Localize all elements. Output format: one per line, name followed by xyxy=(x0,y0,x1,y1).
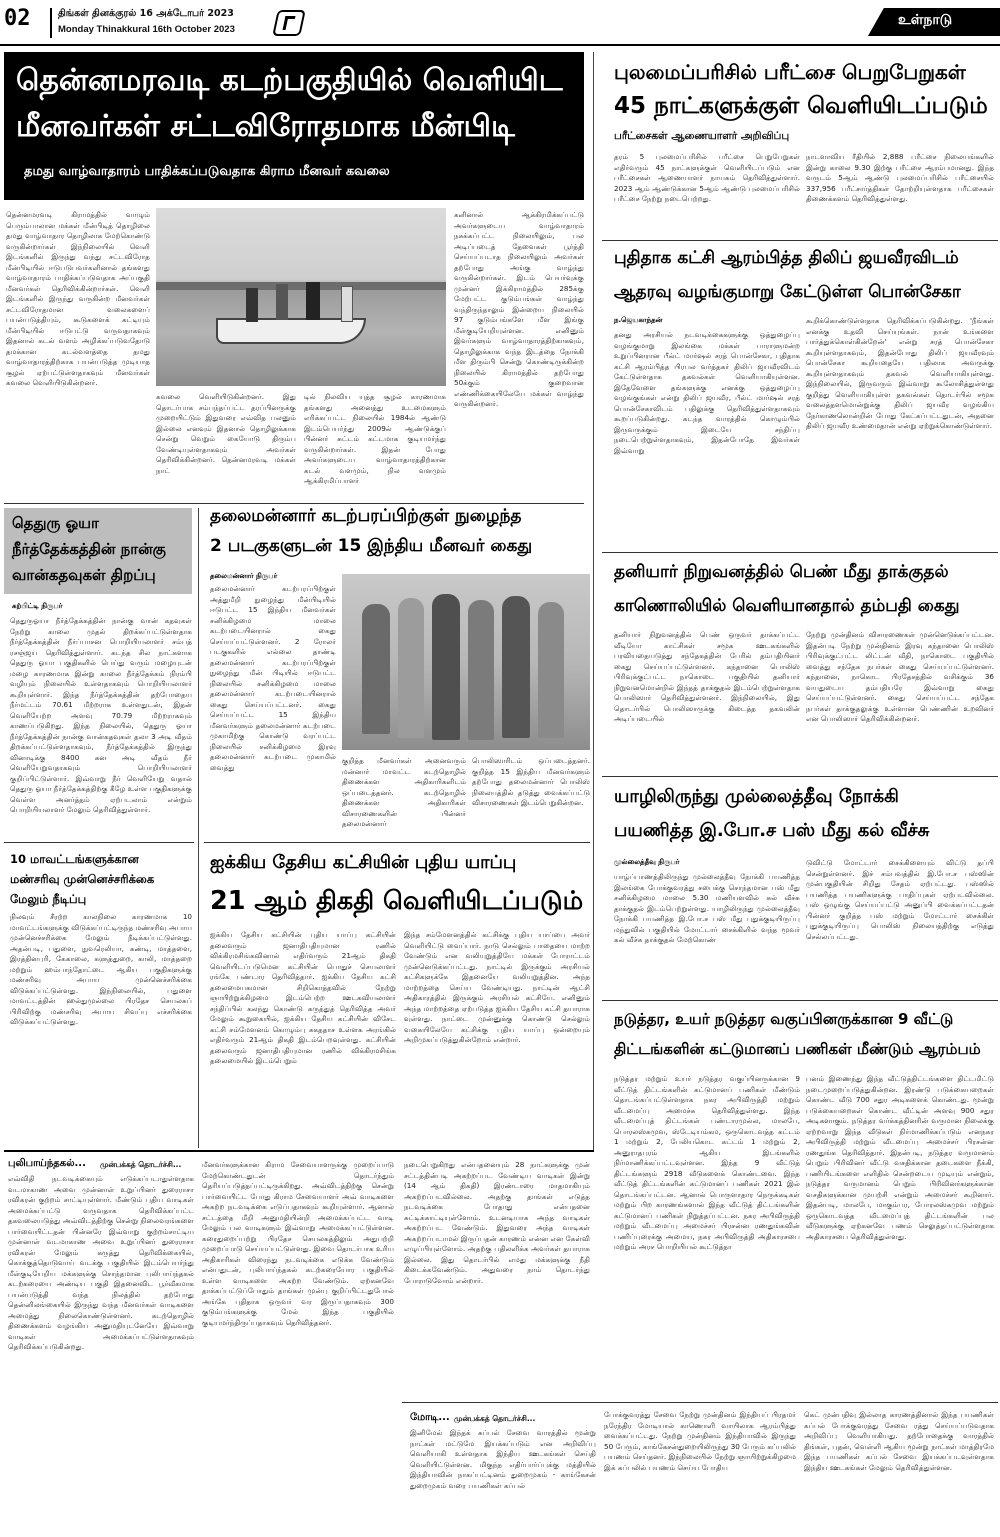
fonseka-byline: ந.ஜெயகாந்தன் xyxy=(614,316,663,324)
pulipaithal-body-col3: நடைபெறுகிறது என்பதனையும் 28 நாட்களுக்கு முன் சட்டத்தின்படி அகற்றப்பட வேண்டிய வாடிகள் இன்று (14 ஆம் திகதி) இரண்டாரை மாதமாகியும் அகற்றப்படவில்லை. அதற்கு தாங்கள் எடுத்த நடவடிக்கை போதாது என்பதனை சுட்டிக்காட்டியுள்ளோம். உடனடியாக அந்த வாடிகள் அகற்றப்பட வேண்டும். இதுவரை அந்த வாடிகள் அகற்றப்படாமல் இருப்பதன் காரணம் என்ன என கேள்வி எழுப்பியுள்ளோம். அதற்கு பதிலளிக்க அவர்கள் தயாராக இல்லை. இது தொடர்பில் எமது மக்களுக்கு நீதி கிடைக்கவேண்டும். அதுவரை நாம் தொடர்ந்து போராடுவோம் என்றார். xyxy=(404,1160,590,1285)
unp-headline-line1: ஐக்கிய தேசிய கட்சியின் புதிய யாப்பு xyxy=(210,852,517,873)
scholarship-body-col2: நாடளாவிய ரீதியில் 2,888 பரீட்சை நிலையங்களில் இன்று காலை 9.30 இற்கு பரீட்சை ஆரம்பமானது. இந்த வருடம் 5ஆம் ஆண்டு புலமைப்பரிசில் பரீட்சையில் 337,956 பரீட்சார்த்திகள் தோற்றியுள்ளதாக பரீட்சைகள் திணைக்களம் தெரிவித்துள்ளது. xyxy=(806,152,994,203)
bus-body-col2: டுவிட்டு மோட்டார் சைக்கிளையும் விட்டு தப்பி சென்றுள்ளனர். இச் சம்பவத்தில் இ.போ.ச பஸ்ஸின் முன்பகுதியின் சிறிது சேதம் ஏற்பட்டது. பஸ்ஸில் பயணித்த பயணிகளுக்கு பாதிப்புகள் ஏற்படவில்லை. பஸ் ஒழுங்கு செய்யப்பட்டு அனுப்பி வைக்கப்பட்டதன் பின்னர் குறித்த பஸ் மற்றும் மோட்டார் சைக்கிள் புதுக்குடியிருப்பு பொலிஸ் நிலையத்திற்கு எடுத்து செல்லப்பட்டது. xyxy=(806,858,994,941)
lead-body-col2: கவலை வெளியிடுகின்றனர். இது தொடர்பாக சம்பந்தப்பட்ட தரப்பினருக்கு முறையிட்டும் இதுவரை எவ்வித பலனும் இல்லை எனவும் இதனால் தொழிலுக்காக சென்று வெறும் கையோடு திரும்ப வேண்டியுள்ளதாகவும் அவர்கள் தெரிவிக்கின்றனர். தென்னமரவடி மக்கள் நாட் xyxy=(156,392,296,475)
talaimannar-body-col1: தலைமன்னார் கடற்பரப்பிற்குள் அத்துமீறி நுழைந்து மீன்பிடியில் ஈடுபட்ட 15 இந்திய மீனவர்கள் சனிக்கிழமை மாலை கடற்படையினரால் கைது செய்யப்பட்டுள்ளனர். 2 ரோலர் படகுகளில் எல்லை தாண்டி தலைமன்னார் கடற்பரப்பிற்குள் நுழைந்து மீன் பிடியில் ஈடுபட்ட நிலையில் சனிக்கிழமை மாலை தலைமன்னார் கடற்படையினரால் கைது செய்யப்பட்டனர். கைது செய்யப்பட்ட 15 இந்திய மீனவர்களும் தலைமன்னார் கடற்படை முகாமிற்கு கொண்டு வரப்பட்ட நிலையில் சனிக்கிழமை இரவு தலைமன்னார் கடற்படை முகாமில் வைத்து xyxy=(210,584,336,772)
pulipaithal-body-col2: மீனவர்களுக்கான கிராம சேவையாளருக்கு முறைப்பாடு மேற்கொண்டதுடன் தொடர்ந்தும் தெரியப்படுத்தப்பட்டிருக்கிறது. அவ்விடத்திற்கு சென்று பார்வையிட்ட போது கிராம சேவையாளர் அவ் வாடிகளை அகற்ற நடவடிக்கை எடுப்பதாகவும் கூறியுள்ளார். ஆனால் சட்டத்தை மீறி அனுமதியின்றி அமைக்கப்பட்ட வாடி மேலும் பல வாடிகளும் இவ்வாறு அமைக்கப்பட்டுள்ளன. கரைதுறைப்பற்று பிரதேச செயலகத்திலும் அதுபற்றி முறைப்பாடு செய்யப்பட்டுள்ளது. இவை தொடர்பாக உரிய அதிகாரிகள் விரைந்து நடவடிக்கை எடுக்க வேண்டும் என்பதுடன், புலிபாய்ந்தகல் கடற்கரையோர பகுதியில் உள்ள வாடிகளை அகற்ற வேண்டும். ஏற்கனவே தாக்கப்பட்டுப்போதும் தாங்கள் முன்பு குறிப்பிட்டதுபோல் அங்கே புதிதாக ஒருவர் வர இருப்பதாகவும் 300 குடும்பங்களுக்கு மேல் இந்த பகுதியில் குடியமர்ந்திருப்பதாகவும் தெரிவித்தனர். xyxy=(202,1160,394,1327)
scholarship-headline-line1: புலமைப்பரிசில் பரீட்சை பெறுபேறுகள் xyxy=(614,60,966,84)
talaimannar-headline-line2: 2 படகுகளுடன் 15 இந்திய மீனவர் கைது xyxy=(210,536,533,556)
fonseka-body-col1: தனது அரசியல் நடவடிக்கைகளுக்கு ஒத்துழைப்பு வழங்குமாறு இலங்கை மக்கள் பாராளுமன்ற உறுப்பினரான பீல்ட் மார்ஷல் சரத் பொன்சேகா, புதிதாக கட்சி ஆரம்பித்த பிரபல வர்த்தகர் திலிப் ஜயவீரவிடம் கேட்டுள்ளதாக தகவல்கள் வெளியாகியுள்ளன. இதேவேளை தங்களுக்கு எனக்கு ஒத்துழைப்பு வழங்குங்கள் என்று திலிப் ஜயவீர, பீல்ட் மார்ஷல் சரத் பொன்சேகாவிடம் பதிலுக்கு தெரிவித்துள்ளதாகவும் கூறப்படுகின்றது. கடந்த வாரத்தில் கொழும்பில் இருவருக்கும் இடையே சந்திப்பு நடைபெற்றுள்ளதாகவும், இதன்போதே இவர்கள் இவ்வாறு xyxy=(614,330,800,455)
landslide-headline-line1: 10 மாவட்டங்களுக்கான xyxy=(10,852,139,866)
modi-body-col3: கெட் முன்பதிவு இல்லாத காரணத்தினால் இந்த பயணிகள் கப்பல் போக்குவரத்து சேவை ரத்து செய்யப்படுவதாக அறிவிப்பு வெளியாகியது. தற்போதைக்கு வாரத்தில் திங்கள், புதன், வெள்ளி ஆகிய மூன்று நாட்கள் மாத்திரமே இந்த பயணிகள் கப்பல் சேவை இயக்கப்படவுள்ளதாக இந்திய ஊடகங்கள் மேலும் தெரிவித்துள்ளன. xyxy=(804,1410,994,1472)
bus-byline: முல்லைத்தீவு நிருபர் xyxy=(614,858,680,866)
fonseka-headline-line2: ஆதரவு வழங்குமாறு கேட்டுள்ள பொன்சேகா xyxy=(614,282,961,302)
page-number: 02 xyxy=(4,6,31,31)
modi-body-col2: போக்குவரத்து சேவை நேற்று முன்தினம் இந்தியப் பிரதமர் நரேந்திர மோடியால் காணொளி வாயிலாக ஆரம்பித்து வைக்கப்பட்டது. நேற்று முன்தினம் இந்தியாவில் இருந்து 50 பேரும், காங்கேசன்துறையிலிருந்து 30 பேரும் கப்பலில் பயணம் செய்தனர். இந்நிலையில் நேற்று ஞாயிற்றுக்கிழமை இக் கப்பலில் பயணம் செய்ய போதிய xyxy=(604,1410,796,1472)
pulipaithal-continued: முன்பக்கத் தொடர்ச்சி... xyxy=(100,1160,182,1169)
scholarship-body-col1: தரம் 5 புலமைப்பரிசில் பரீட்சை பெறுபேறுகள் எதிர்வரும் 45 நாட்களுக்குள் வெளியிடப்படும் என பரீட்சைகள் ஆணையாளர் நாயகம் தெரிவித்துள்ளார். 2023 ஆம் ஆண்டுக்கான 5ஆம் ஆண்டு புலமைப்பரிசில் பரீட்சை நேற்று நடைபெற்றது. xyxy=(614,152,800,203)
talaimannar-byline: தலைமன்னார் நிருபர் xyxy=(210,572,278,580)
scholarship-subheadline: பரீட்சைகள் ஆணையாளர் அறிவிப்பு xyxy=(614,130,790,142)
bus-body-col1: யாழ்ப்பாணத்திலிருந்து முல்லைத்தீவு நோக்கி பயணித்த இலங்கை போக்குவரத்து சபைக்கு சொந்தமான பஸ் மீது சனிக்கிழமை மாலை 5.30 மணியளவில் கல் வீச்சு தாக்குதல் இடம்பெற்றுள்ளது. யாழிலிருந்து முல்லைத்தீவு நோக்கி பயணித்த இ.போ.ச பஸ் மீது புதுக்குடியிருப்பு மந்துவில் பகுதியில் மோட்டார் சைக்கிளில் வந்த மூவர் கல் வீச்சு தாக்குதல் மேற்கொண் xyxy=(614,872,800,944)
reservoir-byline: கற்பிட்டி நிருபர் xyxy=(12,602,63,610)
reservoir-headline-line1: தெதுரு ஓயா xyxy=(12,514,99,532)
pulipaithal-heading: புலிபாய்ந்தகல்... xyxy=(8,1158,86,1169)
lead-body-col1: தென்னமரவடி கிராமத்தில் வாழும் பெரும்பாலான மக்கள் மீன்பிடித் தொழிலை தமது வாழ்வாதார தொழிலாக மேற்கொண்டு வருகின்றார்கள் இந்நிலையில் வெளி இடங்களில் இருந்து வந்து சட்டவிரோத மீன்பிடியில் ஈடுபடுபவர்களினால் தங்களது வாழ்வாதாரம் பாதிக்கப்படுவதாக அப்பகுதி மீனவர்கள் தெரிவிக்கின்றார்கள். வெளி இடங்களில் இருந்து வருகின்ற மீனவர்கள் சட்டவிரோதமான வலைகளைப் பயன்படுத்தியும், கூடுகளைக் கட்டியும் மீன்பிடியில் ஈடுபட்டு வருவதாகவும் இதனால் கடல் வளம் அழிக்கப்படுவதோடு தமக்கான கடல்வளத்தை தமது வாழ்வாதாரத்திற்காக பயன்படுத்த முடியாத சூழல் ஏற்பட்டுள்ளதாகவும் மீனவர்கள் கவலை வெளியிடுகின்றனர். xyxy=(6,210,150,387)
landslide-headline-line2: மண்சரிவு முன்னெச்சரிக்கை xyxy=(10,872,155,886)
assault-body-col1: தனியார் நிறுவனத்தில் பெண் ஒருவர் தாக்கப்பட்ட வீடியோ காட்சிகள் சமூக ஊடகங்களில் பரவியதையடுத்து சந்தேகத்தின் பேரில் தம்பதியினர் கைது செய்யப்பட்டுள்ளனர். கந்தானை பொலிஸ் பிரிவுக்குட்பட்ட நாகொடை பகுதியில் தனியார் நிறுவனமொன்றில் இந்தத் தாக்குதல் இடம்பெற்றுள்ளதாக பொலிஸார் தெரிவித்துள்ளனர். இந்நிலையில், இது தொடர்பில் பொலிஸாருக்கு கிடைத்த தகவலின் அடிப்படையில் xyxy=(614,630,800,723)
unp-body-col1: ஐக்கிய தேசிய கட்சியின் புதிய யாப்பு கட்சியின் தலைவரும் ஜனாதிபதியுமான ரணில் விக்கிரமசிங்கவினால் எதிர்வரும் 21ஆம் திகதி வெளியிடப்படுமென கட்சியின் பொதுச் செயலாளர் ரங்கே பண்டார தெரிவித்தார். ஐக்கிய தேசிய கட்சி தலைமையகமான சிறிகொத்தவில் நேற்று ஞாயிற்றுக்கிழமை இடம்பெற்ற ஊடகவியலாளர் சந்திப்பில் கலந்து கொண்டு கருத்துத் தெரிவித்த அவர் மேலும் கூறுகையில், ஐக்கிய தேசிய கட்சியின் விசேட கட்சி சம்மேளனம் கொழும்பு சுகததாச உள்ளக அரங்கில் எதிர்வரும் 21ஆம் திகதி இடம்பெறவுள்ளது. கட்சியின் தலைவரும் ஜனாதிபதியுமான ரணில் விக்கிரமசிங்க தலைமையில் இடம்பெறும் xyxy=(210,930,396,1065)
lead-headline-line1: தென்னமரவடி கடற்பகுதியில் வெளியிட xyxy=(16,63,563,98)
scholarship-headline-line2: 45 நாட்களுக்குள் வெளியிடப்படும் xyxy=(614,93,988,119)
reservoir-body: தெதுருஓயா நீர்த்தேக்கத்தின் நான்கு வான் கதவுகள் நேற்று காலை முதல் திறக்கப்பட்டுள்ளதாக நீர்த்தேக்கத்தின் நீர்ப்பாசன பொறியியலாளர் சம்பத் ரசஞ்ஜய தெரிவித்துள்ளார். கடந்த சில நாட்களாக தெதுரு ஓயா பகுதிகளில் பெய்து வரும் மழையுடன் மழை காரணமாக இன்று காலை நீர்த்தேக்கம் நிரம்பி வழியும் நிலையில் உள்ளதாகவும் பொறியியலாளர் கூறியுள்ளார். இந்த நீர்த்தேக்கத்தின் தற்போதைய நீர்மட்டம் 70.61 மீற்றராக உள்ளதுடன், இதன் வெளியேற்ற அளவு 70.79 மீற்றராகவும் காணப்படுகிறது. இந்த நிலையில், தெதுரு ஓயா நீர்த்தேக்கத்தின் நான்கு வான்கதவுகள் தலா 3 அடி வீதம் திறக்கப்பட்டுள்ளதாகவும், நீர்த்தேக்கத்தில் இருந்து வினாடிக்கு 8400 கன அடி வீதம் நீர் வெளியேறுவதாகவும் பொறியியலாளர் குறிப்பிட்டுள்ளார். இவ்வாறு நீர் வெளியேறு வதால் தெதுரு ஓயா நீர்த்தேக்கத்திற்கு கீழே உள்ள பகுதிகளுக்கு வெள்ள அனர்த்தம் ஏற்படலாம் என்றும் பொறியியலாளர் மேலும் தெரிவித்துள்ளார். xyxy=(10,616,192,814)
modi-body-col1: இனிமேல் இந்தக் கப்பல் சேவை வாரத்தில் மூன்று நாட்கள் மட்டுமே இயக்கப்படும் என அறிவிப்பு வெளியாகி உள்ளதாக இந்திய ஊடகங்கள் செய்தி வெளியிட்டுள்ளன. மிகுந்த எதிர்பார்ப்புக்கு மத்தியில் இந்தியாவின் நாகப்பட்டினம் துறைமுகம் - காங்கேசன் துறைமுகம் வரை பயணிகள் கப்பல் xyxy=(410,1428,596,1490)
section-label: உள்நாடு xyxy=(898,12,953,28)
housing-body-col2: பனம் இணைந்து இந்த வீட்டுத்திட்டங்களை திட்டமிட்டு நடைமுறைப்படுத்துகின்றன. இரண்டு படுக்கையறைகள் கொண்ட வீடு 700 சதுர அடிகளைக் கொண்டது. மூன்று படுக்கையறைகள் கொண்ட வீட்டின் அளவு 900 சதுர அடிகளாகும். நடுத்தர வர்க்கத்தினரின் வருமான நிலைக்கு ஏற்றவாறு இந்த வீடுகள் நிர்மாணிக்கப்படும் எனநகர அபிவிருத்தி மற்றும் வீடமைப்பு அமைச்சர் பிரசன்ன ரணதுங்க தெரிவித்தார். இதன்படி, நடுத்தர வருமானம் பெறும் பிரிவினர் வீட்டு வசதிக்கான தடைகளை நீக்கி, பணியிடங்களை எளிதில் சென்றடைய முடியும் என்றும், நடுத்தர வருமானம் பெறும் பிரிவினர்களுக்கான வசதிகளுக்கான முயற்சி என்றும் அமைச்சர் கூறினார். இதன்படி, மாலபே, மாகும்பர, போரலஸ்கமுவ மற்றும் ஒருகொடவத்த வீடமைப்புத் திட்டங்களின் பல வீடுகளுக்கு ஏற்கனவே பணம் செலுத்தப்பட்டுள்ளதாக அதிகாரசபை தெரிவித்துள்ளது. xyxy=(806,1074,994,1241)
assault-headline-line1: தனியார் நிறுவனத்தில் பெண் மீது தாக்குதல் xyxy=(614,562,949,582)
reservoir-headline-line2: நீர்த்தேக்கத்தின் நான்கு xyxy=(12,540,166,558)
talaimannar-photo-arrested-fishermen xyxy=(342,574,590,750)
housing-headline-line2: திட்டங்களின் கட்டுமானப் பணிகள் மீண்டும் ஆரம்பம் xyxy=(614,1040,981,1058)
bus-headline-line2: பயணித்த இ.போ.ச பஸ் மீது கல் வீச்சு xyxy=(614,820,930,841)
lead-photo-fishing-boat xyxy=(156,208,446,386)
masthead xyxy=(0,0,1000,46)
bus-headline-line1: யாழிலிருந்து முல்லைத்தீவு நோக்கி xyxy=(614,786,899,807)
assault-body-col2: நேற்று முன்தினம் விசாரணைகள் முன்னெடுக்கப்பட்டன. இதன்படி நேற்று முன்தினம் இரவு கந்தானை பொலிஸ் பிரிவுக்குட்பட்ட லிட்டன் வீதி, நாகொடை பகுதியில் வைத்து சந்தேக நபர்கள் கைது செய்யப்பட்டுள்ளனர். கந்தானை, நாகொட பிரதேசத்தில் வசிக்கும் 36 வயதுடைய தம்பதியரே இவ்வாறு கைது செய்யப்பட்டுள்ளனர். கைது செய்யப்பட்ட சந்தேக நபர்கள் தாக்குதலுக்கு உள்ளான பெண்ணின் உறவினர் என பொலிஸார் தெரிவிக்கின்றனர். xyxy=(806,630,994,723)
modi-heading: மோடி... xyxy=(410,1412,450,1423)
landslide-body: நிலவும் சீரற்ற காலநிலை காரணமாக 10 மாவட்டங்களுக்கு விடுக்கப்பட்டிருந்த மண்சரிவு அபாய முன்னெச்சரிக்கை மேலும் நீடிக்கப்பட்டுள்ளது. அதன்படி, பதுளை, நுவரெலியா, கண்டி, மாத்தளை, இரத்தினபுரி, கேகாலை, களுத்துறை, காலி, மாத்தறை மற்றும் ஹம்பாந்தோட்டை ஆகிய பகுதிகளுக்கு மண்சரிவு அபாய முன்னெச்சரிக்கை விடுக்கப்பட்டுள்ளது. இந்நிலையில், பதுளை மாவட்டத்தின் ஹல்துமுல்லை பிரதேச செயலகப் பிரிவிற்கு மண்சரிவு அபாய சிவப்பு எச்சரிக்கை விடுக்கப்பட்டுள்ளது. xyxy=(10,912,192,1026)
talaimannar-body-col3: பொலிஸாரிடம் ஒப்படைத்தனர். குறித்த 15 இந்திய மீனவர்களும் தற்போது தலைமன்னார் பொலிஸ் நிலையத்தில் தடுத்து வைக்கப்பட்டு விசாரணைகள் இடம்பெறுகின்றன. xyxy=(472,756,590,807)
landslide-headline-line3: மேலும் நீடிப்பு xyxy=(10,892,87,906)
talaimannar-headline-line1: தலைமன்னார் கடற்பரப்பிற்குள் நுழைந்த xyxy=(210,506,522,526)
assault-headline-line2: காணொலியில் வெளியானதால் தம்பதி கைது xyxy=(614,596,960,616)
thinakkural-logo xyxy=(272,10,306,36)
unp-body-col2: இந்த சம்மேளனத்தில் கட்சிக்கு புதிய யாப்பை அவர் வெளியிட்டு வைப்பார். நாடு செல்லும் பாதையை மாற்ற வேண்டும் என வலியுறுத்தியே மக்கள் போராட்டம் முன்னெடுக்கப்பட்டது. நாட்டில் இருக்கும் அரசியல் கட்சிகளுக்கே இதனையே வலியுறுத்தின. அந்த மாற்றத்தை செய்ய வேண்டியது. நாட்டின் ஆட்சி அதிகாரத்தில் இருக்கும் அரசியல் கட்சியே. எனினும் அந்த மாற்றத்தை ஏற்படுத்த ஐக்கிய தேசிய கட்சி தயாராக வுள்ளது. நாட்டை முன்னுக்கு கொண்டு செல்லும் வகையிலேயே கட்சிக்கு புதிய யாப்பு ஒன்றையும் அறிமுகப்படுத்துகின்றோம் என்றார். xyxy=(404,930,590,1044)
talaimannar-body-col2: குறித்த மீனவர்கள் அனைவரும் மன்னார் மாவட்ட கடற்தொழில் திணைக்கள அதிகாரிகளிடம் ஒப்படைத்தனர். கடற்தொழில் திணைக்கள அதிகாரிகள் விசாரணைகளின் பின்னர் தலைமன்னார் xyxy=(342,756,466,828)
housing-body-col1: நடுத்தர மற்றும் உயர் நடுத்தர வகுப்பினருக்கான 9 வீட்டுத் திட்டங்களின் கட்டுமானப் பணிகள் மீண்டும் தொடங்கப்பட்டுள்ளதாக நகர அபிவிருத்தி மற்றும் வீடமைப்பு அமைச்சு தெரிவித்துள்ளது. இந்த வீடமைப்புத் திட்டங்கள் பண்டாரமுல்ல, மாலபே, பொரலஸ்கமுவ, ஸ்டேடியம்கம, ஒருகொடவத்த கட்டம் 1 மற்றும் 2, பேலியகொட கட்டம் 1 மற்றும் 2, அனுராதபுரம் ஆகிய இடங்களில் நிர்மாணிக்கப்பட்டவுள்ளன. இந்த 9 வீட்டுத் திட்டங்களும் 2918 வீடுகளைக் கொண்டவை. இந்த வீட்டுத் திட்டங்களின் கட்டுமானப் பணிகள் 2021 இல் தொடங்கப்பட்டன. ஆனால் பொருளாதார நெருக்கடிகள் மற்றும் பிற காரணங்களால் இந்த வீட்டுத் திட்டங்களின் கட்டுமானப் பணிகள் நிறுத்தப்பட்டன. நகர அபிவிருத்தி மற்றும் வீடமைப்பு அமைச்சர் பிரசன்ன ரணதுங்கவின் பணிப்புரைக்கு அமைய, நகர அபிவிருத்தி அதிகாரசபை மற்றும் அரச பொறியியல் கூட்டுத்தா xyxy=(614,1074,800,1251)
masthead-date-english: Monday Thinakkural 16th October 2023 xyxy=(58,24,235,35)
lead-body-col4: களினால் ஆக்கிரமிக்கப்பட்டு அவர்களுடைய வாழ்வாதாரம் நசுக்கப்பட்ட நிலையிலும், பல அடிப்படைத் தேவைகள் பூர்த்தி செய்யப்படாத நிலையிலும் அவர்கள் தற்போது அங்கு வாழ்ந்து வருகின்றார்கள். இடம் பெயர்வுக்கு முன்னர் இக்கிராமத்தில் 285க்கு மேற்பட்ட குடும்பங்கள் வாழ்ந்து வந்திருந்தாலும் இன்றைய நிலையில் 97 குடும்பங்களே மீள இங்கு மீள்குடியேறியுள்ளன. எனினும் இவர்களும் வாழ்வாதாரத்திற்காகவும், தொழிலுக்காக வந்த இடத்தை நோக்கி மீள திரும்பி சென்று கொண்டிருக்கின்ற நிலையில் கிராமத்தில் தற்போது 50க்கும் குறைவான எண்ணிக்கையிலேயே மக்கள் வாழ்ந்து வருகின்றனர். xyxy=(454,210,584,408)
pulipaithal-body-col1: எவ்விதி நடவடிக்கையும் எடுக்கப்படாதுள்ளதாக வடமாகாண அவை முன்னாள் உறுப்பினர் துரைராசா ரவிகரன் குற்றம் சாட்டியுள்ளார். மீண்டும் புதிய வாடிகள் அமைக்கப்பட்டு வருவதாக தெரிவிக்கப்பட்ட தகவலையடுத்து அவ்விடத்திற்கு சென்று நிலைவரங்களை பார்வையிட்டதன் பின்னரே இவ்வாறு குற்றம்சாட்டிய முன்னாள் வடமாகாண அவை உறுப்பினர் துரைராசா ரவிகரன் மேலும் கருத்து தெரிவிக்கையில், கொக்குத்தொடுவாய் வடக்கு பகுதியில் இடம்பெயர்ந்து மீள்குடியேறிய மக்களுக்கு சொந்தமான புலிபாய்ந்தகல் கடற்கரையை அண்டிய பகுதி இதனைவிட பூர்வீகமாக பயன்படுத்தி வந்த நிலத்தில் தற்போது தென்னிலங்கையில் இருந்து வந்த மீனவர்கள் வாடிகளை அமைத்து நிலைகொண்டுள்ளனர். கடற்தொழில் திணைக்களம் வழங்கிய அனுமதியுடனேயே இவ்வாறு வாடிகள் அமைக்கப்பட்டுள்ளதாகவும் தெரிவிக்கப்படுகின்றது. xyxy=(8,1174,194,1351)
lead-body-col3: டில் நிலவிய யுத்த சூழல் காரணமாக தங்களது அனைத்து உடமைகளும் எரிக்கப்பட்ட நிலையில் 1984ல் ஆண்டு இடம்பெயர்ந்து 2009ல் ஆண்டுக்குப் பின்னர் சுட்டம் கட்டமாக குடியமர்ந்து வருகின்றார்கள். இதன் போது அவர்களுடைய வாழ்வாதாரத்திற்கான கடல் வளமும், நில வளமும் ஆக்கிரமிப்பாளர் xyxy=(304,392,446,485)
unp-headline-line2: 21 ஆம் திகதி வெளியிடப்படும் xyxy=(210,886,584,916)
housing-headline-line1: நடுத்தர, உயர் நடுத்தர வகுப்பினருக்கான 9 வீட்டு xyxy=(614,1010,954,1028)
fonseka-headline-line1: புதிதாக கட்சி ஆரம்பித்த திலிப் ஜயவீரவிடம் xyxy=(614,248,959,268)
reservoir-headline-line3: வான்கதவுகள் திறப்பு xyxy=(12,566,156,584)
lead-subheadline: தமது வாழ்வாதாரம் பாதிக்கப்படுவதாக கிராம மீனவர் கவலை xyxy=(24,164,390,179)
modi-continued: முன்பக்கத் தொடர்ச்சி... xyxy=(454,1414,536,1423)
masthead-date-tamil: திங்கள் தினக்குரல் 16 அக்டோபர் 2023 xyxy=(58,8,234,19)
lead-headline-line2: மீனவர்கள் சட்டவிரோதமாக மீன்பிடி xyxy=(16,109,515,144)
fonseka-body-col2: கூறிக்கொண்டுள்ளதாக தெரிவிக்கப்படுகின்றது. 'நீங்கள் எனக்கு உதவி செய்யுங்கள். நான் உங்களை பார்த்துக்கொள்கின்றேன்' என்று சரத் பொன்சேகா கூறியுள்ளதாகவும், இதன்போது திலிப் ஜயவீரவும் பொன்சேகா கூறியதையே பதிலாக அவருக்கு கூறியுள்ளதாகவும் தகவல் வெளியாகியுள்ளது. இந்நிலையில், இருவரும் இவ்வாறு கூலோசித்துள்ளது குறித்து வெளியாகியுள்ள தகவல்கள் தொடர்பில் சமூக வலைத்தளமொன்றுக்கு திலிப் ஜயவீர வழங்கிய நேர்காணலொன்றின் போது கேட்கப்பட்டதுடன், அதனை திலிப் ஜயவீர உண்மைதான் என்று ஏற்றுக்கொண்டுள்ளார். xyxy=(806,316,994,430)
